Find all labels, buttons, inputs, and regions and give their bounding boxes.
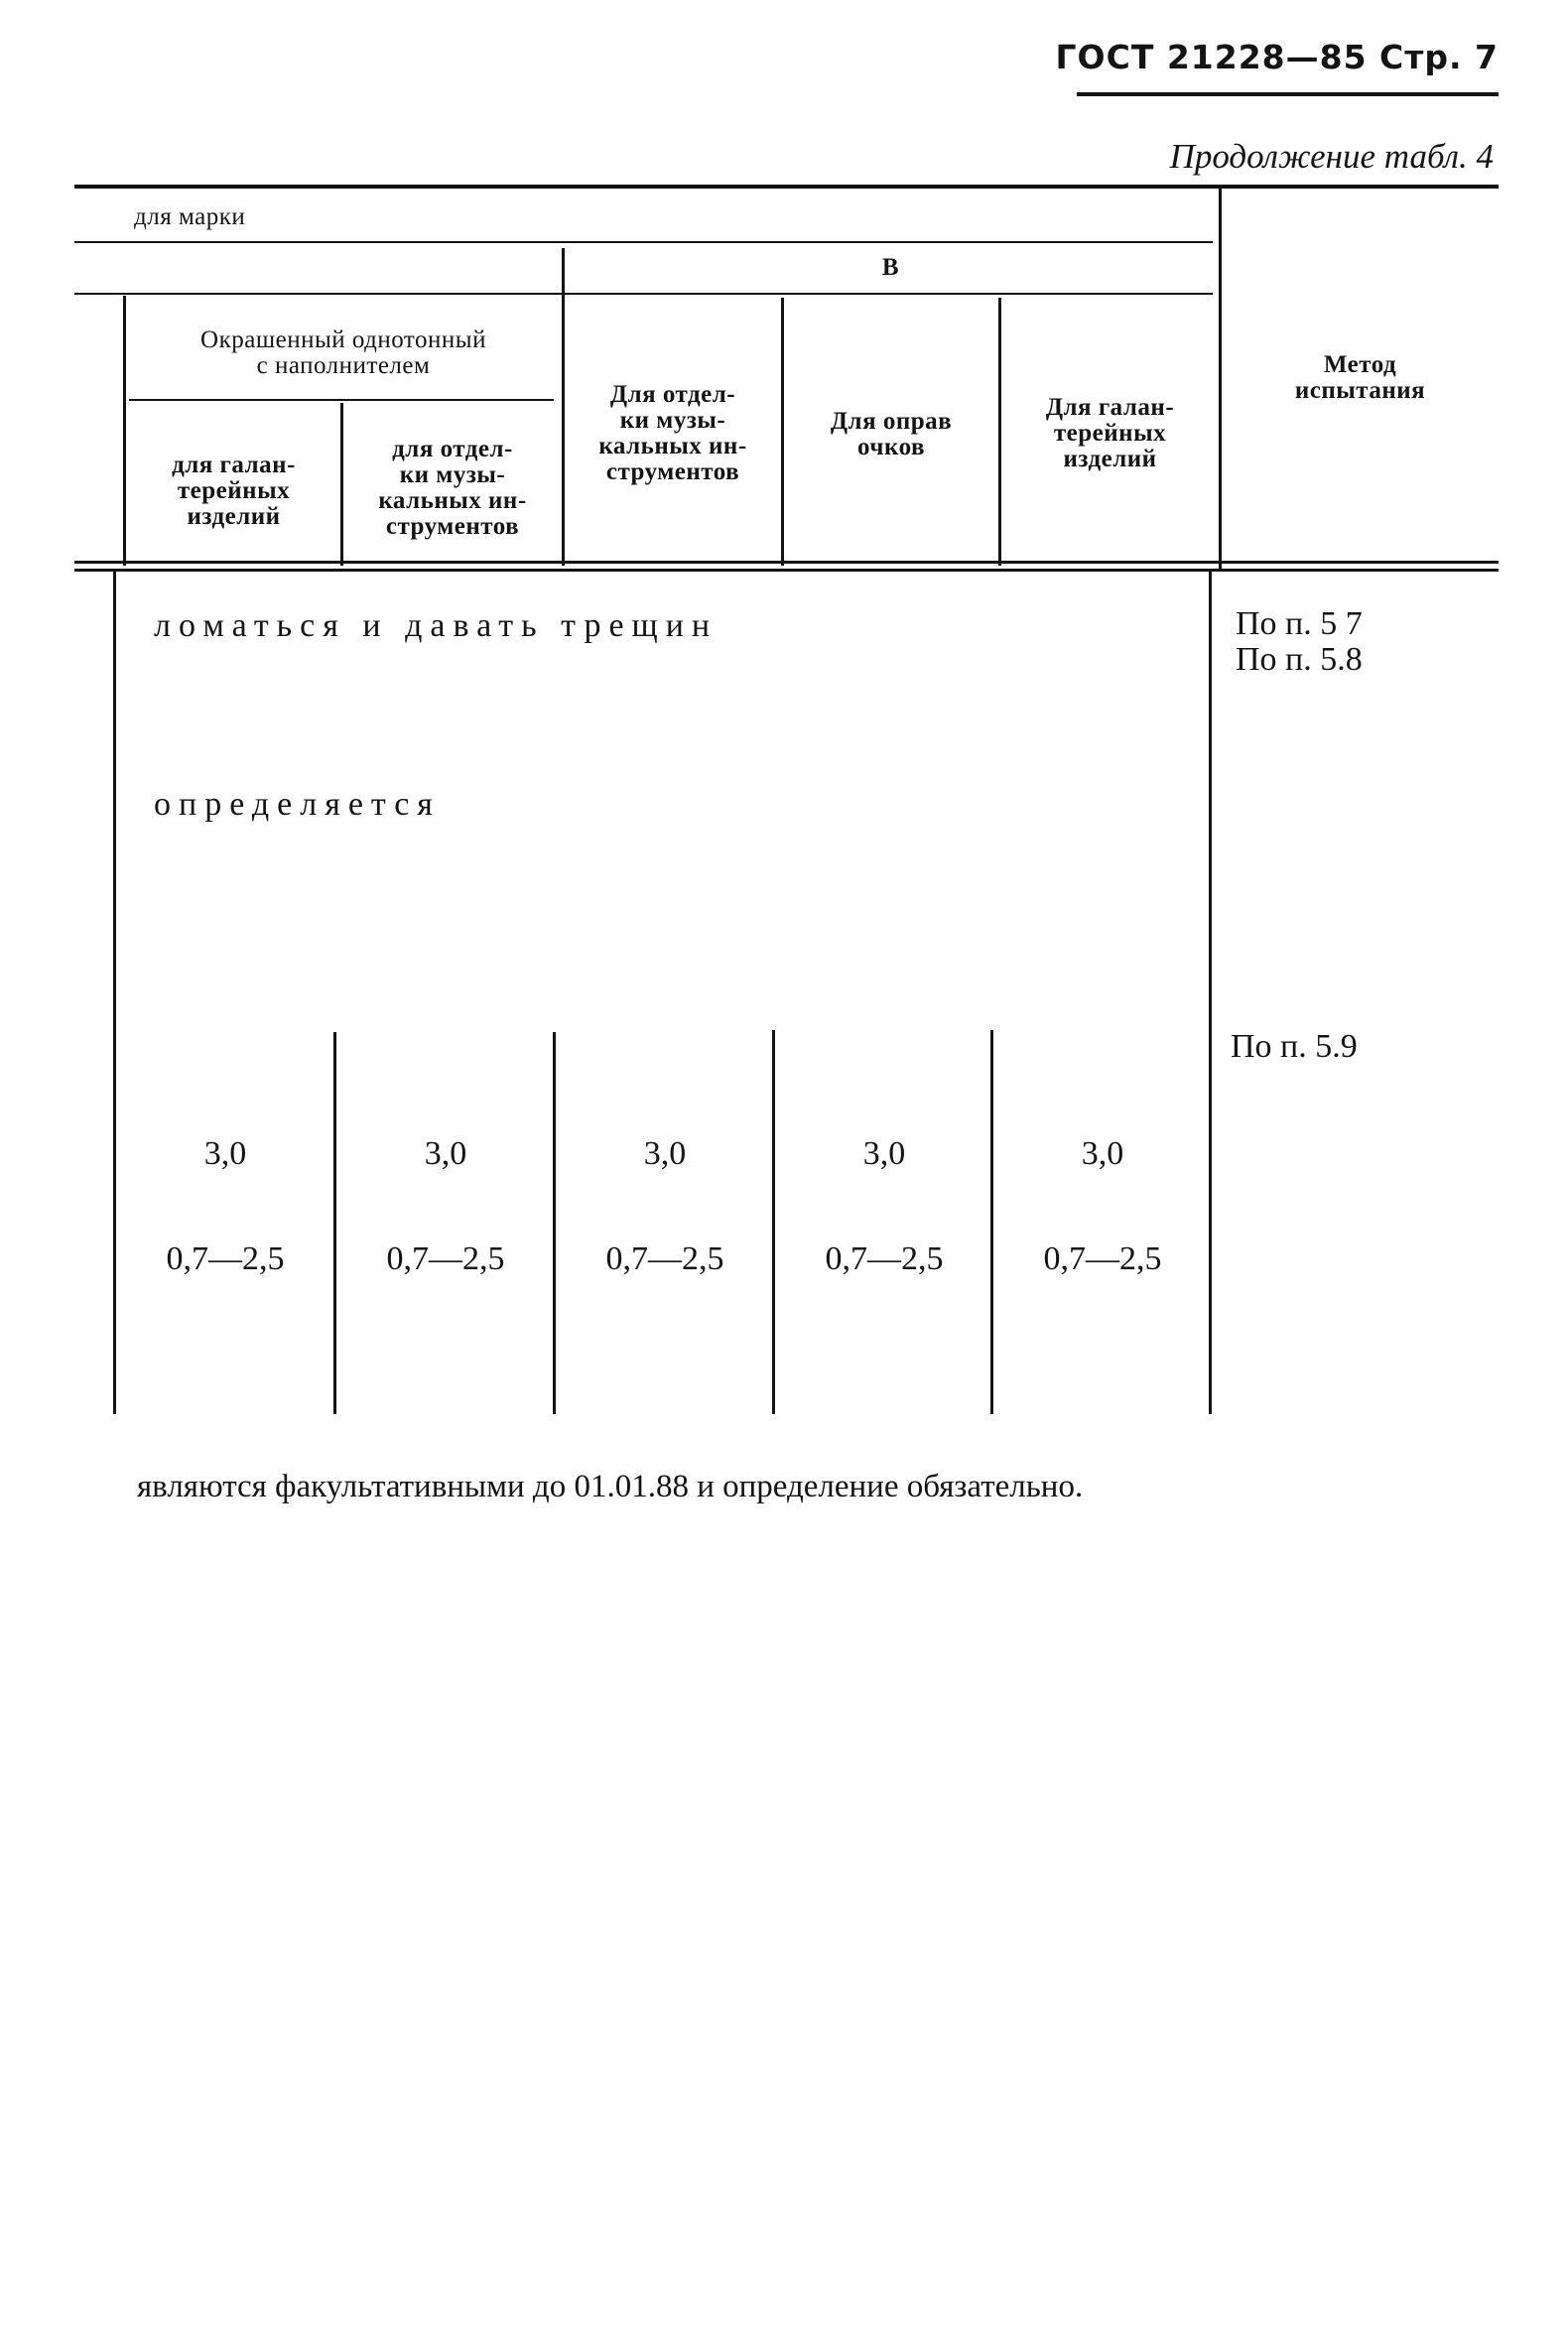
header-brand-b: В (881, 254, 900, 281)
body-row3-method: По п. 5.9 (1231, 1028, 1358, 1065)
value-a-col1: 3,0 (203, 1135, 247, 1172)
header-col3: Для отдел- ки музы- кальных ин- струментов (598, 381, 747, 485)
value-b-col5: 0,7—2,5 (1043, 1240, 1162, 1277)
header-col5: Для галан- терейных изделий (1045, 394, 1175, 472)
header-rule-b (74, 293, 1213, 295)
value-b-col2: 0,7—2,5 (386, 1240, 505, 1277)
value-b-col4: 0,7—2,5 (825, 1240, 944, 1277)
header-underline (1077, 92, 1499, 96)
table-top-rule (74, 185, 1499, 189)
value-b-col1: 0,7—2,5 (166, 1240, 285, 1277)
body-vline-method (1209, 572, 1212, 1414)
body-row1-method-a: По п. 5 7 (1236, 605, 1363, 642)
body-vline-col3 (553, 1032, 556, 1414)
value-a-col5: 3,0 (1081, 1135, 1124, 1172)
body-vline-col5 (990, 1030, 993, 1414)
header-col1: для галан- терейных изделий (172, 452, 296, 530)
header-rule-colored (129, 399, 554, 401)
page-header-title: ГОСТ 21228—85 Стр. 7 (1055, 38, 1499, 76)
table-continuation-label: Продолжение табл. 4 (1169, 137, 1494, 176)
header-method: Метод испытания (1294, 351, 1426, 404)
header-col2: для отдел- ки музы- кальных ин- струментов (378, 436, 527, 540)
value-a-col4: 3,0 (862, 1135, 906, 1172)
header-colored-group: Окрашенный однотонный с наполнителем (200, 326, 486, 379)
body-vline-col2 (333, 1032, 336, 1414)
value-a-col3: 3,0 (643, 1135, 687, 1172)
table-header-bottom-rule-1 (74, 561, 1499, 564)
header-vline-left (123, 296, 126, 566)
header-col4: Для оправ очков (830, 408, 953, 460)
body-row1-method-b: По п. 5.8 (1236, 641, 1363, 678)
body-vline-left (113, 572, 116, 1414)
body-row2-text: определяется (154, 786, 441, 823)
footnote: являются факультативными до 01.01.88 и определение обязательно. (137, 1469, 1084, 1504)
header-for-brand: для марки (134, 203, 246, 230)
value-a-col2: 3,0 (424, 1135, 467, 1172)
table-header-bottom-rule-2 (74, 569, 1499, 572)
body-vline-col4 (772, 1030, 775, 1414)
body-row1-text: ломаться и давать трещин (154, 607, 719, 644)
value-b-col3: 0,7—2,5 (605, 1240, 724, 1277)
header-rule-brand (74, 241, 1213, 243)
